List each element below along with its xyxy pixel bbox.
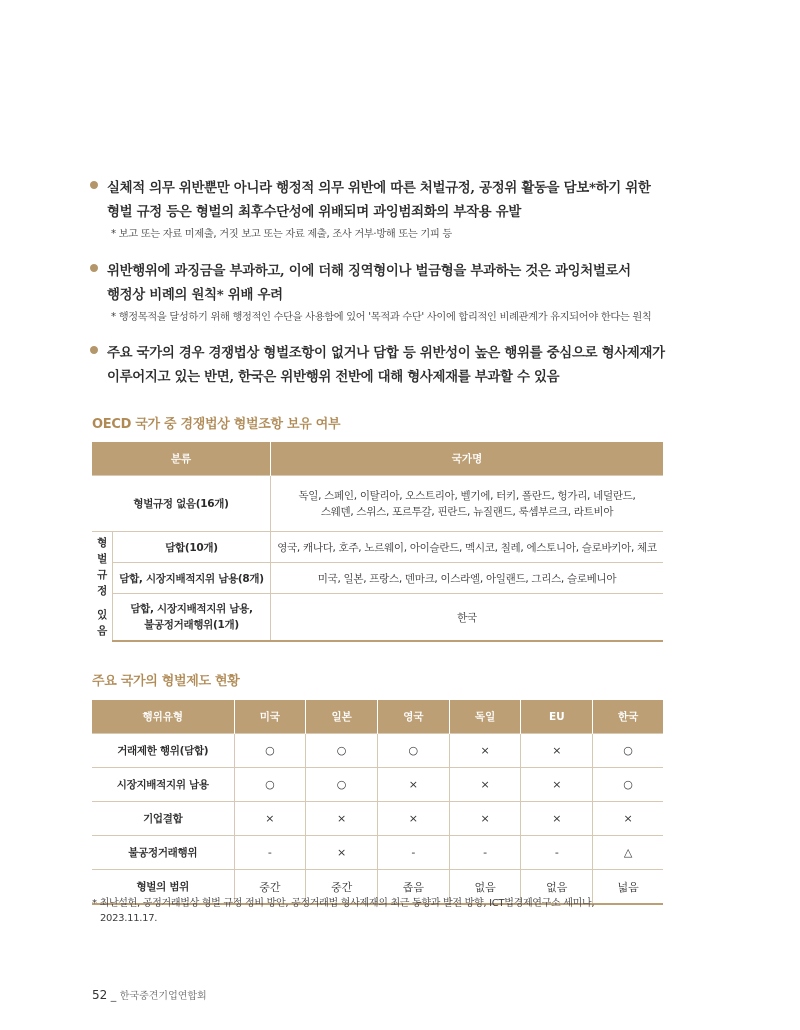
group-label-char: 음 (97, 624, 107, 637)
table-row (92, 532, 663, 563)
countries-cell: 영국, 캐나다, 호주, 노르웨이, 아이슬란드, 멕시코, 칠레, 에스토니아, 슬로바키아, 체코 (271, 532, 664, 563)
table-cell: - (234, 836, 306, 870)
bullet-item (90, 176, 651, 243)
table-cell: ○ (234, 734, 306, 768)
footnote-line: * 최난설헌, 공정거래법상 형벌 규정 정비 방안, 공정거래법 형사제재의 최근 동향과 발전 방향, ICT법경제연구소 세미나, (92, 898, 595, 909)
table-cell: × (377, 768, 449, 802)
group-label-char: 있 (97, 608, 107, 621)
bullet-note: * 행정목적을 달성하기 위해 행정적인 수단을 사용함에 있어 '목적과 수단' 사이에 합리적인 비례관계가 유지되어야 한다는 원칙 (111, 312, 652, 323)
table-cell: × (593, 802, 663, 836)
category-line: 담합, 시장지배적지위 남용, (130, 603, 253, 615)
table-cell: × (521, 802, 593, 836)
bullet-dot-icon (90, 346, 98, 354)
column-header: EU (521, 700, 593, 734)
group-label-gap (92, 599, 112, 607)
row-label-cell: 불공정거래행위 (92, 836, 234, 870)
group-label-char: 형 (97, 536, 107, 549)
table-cell: 없음 (521, 870, 593, 905)
category-cell: 형벌규정 없음(16개) (92, 476, 271, 532)
countries-cell (271, 476, 664, 532)
table-cell: × (449, 802, 521, 836)
row-label-cell: 기업결합 (92, 802, 234, 836)
row-label-cell: 거래제한 행위(담합) (92, 734, 234, 768)
table-cell: 좁음 (377, 870, 449, 905)
bullet-dot-icon (90, 264, 98, 272)
column-header: 한국 (593, 700, 663, 734)
table2-title: 주요 국가의 형벌제도 현황 (92, 674, 240, 689)
column-header: 분류 (92, 442, 271, 476)
group-label-cell (92, 532, 113, 642)
table-cell: × (306, 836, 378, 870)
countries-cell: 미국, 일본, 프랑스, 덴마크, 이스라엘, 아일랜드, 그리스, 슬로베니아 (271, 563, 664, 594)
group-label-char: 규 (97, 568, 107, 581)
bullet-item (90, 259, 651, 326)
table-header-row (92, 700, 663, 734)
bullet-line: 형벌 규정 등은 형벌의 최후수단성에 위배되며 과잉범죄화의 부작용 유발 (107, 204, 521, 220)
column-header: 일본 (306, 700, 378, 734)
bullet-line: 실체적 의무 위반뿐만 아니라 행정적 의무 위반에 따른 처벌규정, 공정위 활동을 담보*하기 위한 (107, 180, 651, 196)
countries-line: 독일, 스페인, 이탈리아, 오스트리아, 벨기에, 터키, 폴란드, 헝가리, 네덜란드, (298, 489, 636, 502)
column-header: 독일 (449, 700, 521, 734)
row-label-cell: 시장지배적지위 남용 (92, 768, 234, 802)
table-cell: - (377, 836, 449, 870)
bullet-text (107, 259, 651, 307)
table-row (92, 563, 663, 594)
bullet-dot-icon (90, 181, 98, 189)
category-line: 불공정거래행위(1개) (144, 619, 239, 631)
table-row (92, 768, 663, 802)
table-cell: 중간 (306, 870, 378, 905)
group-label-char: 정 (97, 584, 107, 597)
bullet-text (107, 341, 665, 389)
bullet-line: 행정상 비례의 원칙* 위배 우려 (107, 287, 283, 303)
table-cell: × (521, 768, 593, 802)
countries-cell: 한국 (271, 594, 664, 642)
table-header-row (92, 442, 663, 476)
organization-name: 한국중견기업연합회 (119, 991, 207, 1002)
table-cell: × (234, 802, 306, 836)
group-label-char: 벌 (97, 552, 107, 565)
page-number: 52 (92, 988, 108, 1002)
table1-title: OECD 국가 중 경쟁법상 형벌조항 보유 여부 (92, 417, 341, 432)
table-row (92, 802, 663, 836)
table-cell: × (377, 802, 449, 836)
table-row (92, 476, 663, 532)
bullet-line: 위반행위에 과징금을 부과하고, 이에 더해 징역형이나 벌금형을 부과하는 것은 과잉처벌로서 (107, 263, 631, 279)
bullet-text (107, 176, 651, 224)
table-cell: × (521, 734, 593, 768)
table-cell: ○ (306, 768, 378, 802)
table-cell: △ (593, 836, 663, 870)
countries-line: 스웨덴, 스위스, 포르투갈, 핀란드, 뉴질랜드, 룩셈부르크, 라트비아 (320, 505, 614, 518)
row-label-cell: 형벌의 범위 (92, 870, 234, 905)
column-header: 영국 (377, 700, 449, 734)
table-cell: ○ (377, 734, 449, 768)
table-row (92, 836, 663, 870)
table-cell: - (521, 836, 593, 870)
page-footer (92, 987, 207, 1002)
table-cell: ○ (593, 734, 663, 768)
category-cell (113, 594, 271, 642)
penalty-status-table (92, 700, 663, 905)
table-cell: 중간 (234, 870, 306, 905)
table-row (92, 734, 663, 768)
table-cell: × (449, 768, 521, 802)
table-cell: 넓음 (593, 870, 663, 905)
table-cell: × (449, 734, 521, 768)
table-cell: ○ (593, 768, 663, 802)
bullet-line: 이루어지고 있는 반면, 한국은 위반행위 전반에 대해 형사제재를 부과할 수 있음 (107, 369, 560, 385)
footer-separator: _ (107, 989, 120, 1002)
category-cell: 담합(10개) (113, 532, 271, 563)
table-cell: × (306, 802, 378, 836)
bullet-line: 주요 국가의 경우 경쟁법상 형벌조항이 없거나 담합 등 위반성이 높은 행위를 중심으로 형사제재가 (107, 345, 665, 361)
column-header: 행위유형 (92, 700, 234, 734)
table-cell: ○ (306, 734, 378, 768)
table-row (92, 594, 663, 642)
column-header: 미국 (234, 700, 306, 734)
oecd-penalty-table (92, 442, 663, 642)
column-header: 국가명 (271, 442, 664, 476)
table-cell: - (449, 836, 521, 870)
table-cell: 없음 (449, 870, 521, 905)
source-footnote (92, 896, 662, 926)
table-cell: ○ (234, 768, 306, 802)
category-cell: 담합, 시장지배적지위 남용(8개) (113, 563, 271, 594)
bullet-note: * 보고 또는 자료 미제출, 거짓 보고 또는 자료 제출, 조사 거부·방해 또는 기피 등 (111, 229, 452, 240)
footnote-line: 2023.11.17. (100, 913, 158, 924)
bullet-item (90, 341, 665, 389)
